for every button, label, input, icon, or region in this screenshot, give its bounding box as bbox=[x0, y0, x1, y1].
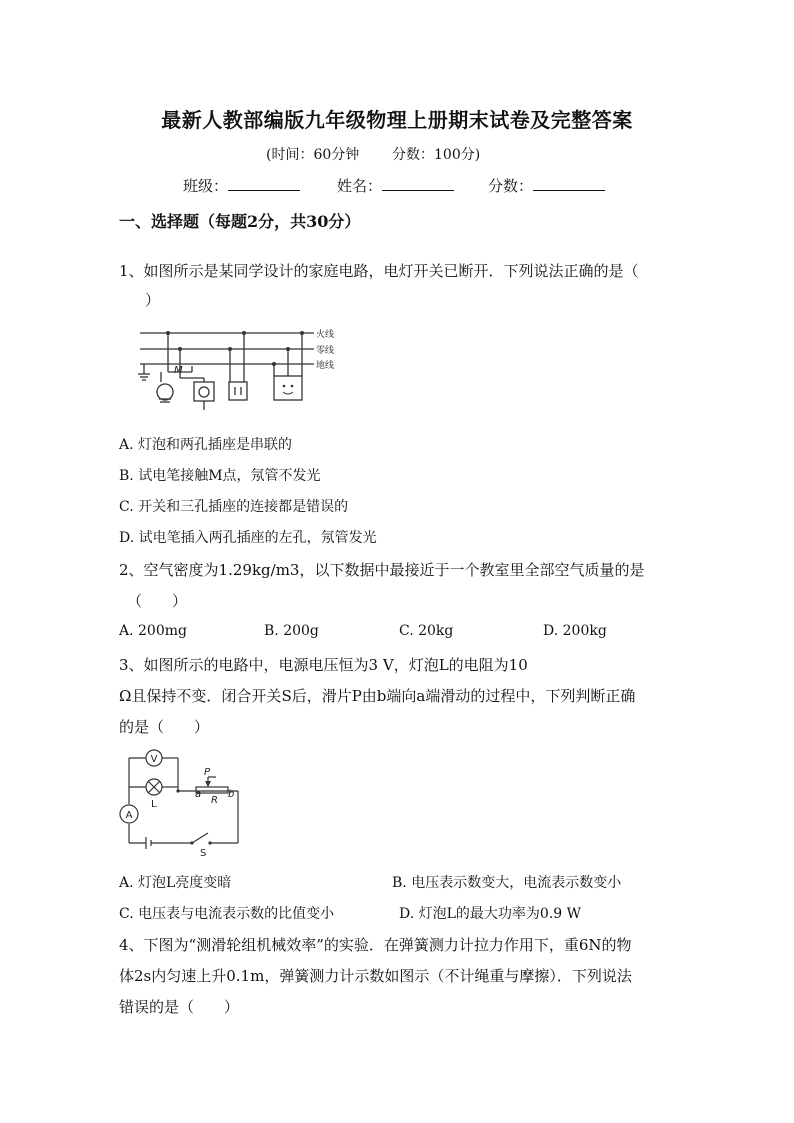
live-wire-label: 火线 bbox=[316, 330, 335, 340]
q2-option-d[interactable]: D. 200kg bbox=[543, 623, 607, 639]
q1-option-b[interactable]: B. 试电笔接触M点，氖管不发光 bbox=[119, 468, 321, 484]
q2-option-b[interactable]: B. 200g bbox=[264, 623, 319, 639]
score-field bbox=[488, 174, 605, 196]
name-blank[interactable] bbox=[382, 174, 454, 191]
exam-total-score: 分数：100分) bbox=[392, 147, 481, 163]
q2-stem-line1: 2、空气密度为1.29kg/m3，以下数据中最接近于一个教室里全部空气质量的是 bbox=[119, 561, 645, 579]
page-title: 最新人教部编版九年级物理上册期末试卷及完整答案 bbox=[161, 108, 633, 132]
q3-option-a[interactable]: A. 灯泡L亮度变暗 bbox=[119, 875, 232, 891]
q1-stem-line1: 1、如图所示是某同学设计的家庭电路，电灯开关已断开．下列说法正确的是（ bbox=[119, 262, 639, 280]
end-b-label: b bbox=[228, 789, 235, 800]
q3-option-c[interactable]: C. 电压表与电流表示数的比值变小 bbox=[119, 906, 335, 922]
class-field bbox=[183, 174, 300, 196]
ammeter-label: A bbox=[125, 810, 133, 821]
exam-time: (时间：60分钟 bbox=[266, 147, 360, 163]
series-circuit-figure bbox=[116, 745, 244, 857]
q2-stem-line2: （ ） bbox=[127, 592, 188, 610]
lamp-label: L bbox=[151, 799, 157, 810]
slider-p-label: P bbox=[204, 767, 211, 778]
score-label: 分数： bbox=[488, 177, 534, 195]
class-blank[interactable] bbox=[228, 174, 300, 191]
section-heading: 一、选择题（每题2分，共30分） bbox=[119, 212, 361, 231]
q3-stem-line2: Ω且保持不变．闭合开关S后，滑片P由b端向a端滑动的过程中，下列判断正确 bbox=[119, 687, 636, 705]
end-a-label: a bbox=[195, 789, 202, 800]
q2-option-c[interactable]: C. 20kg bbox=[399, 623, 454, 639]
q3-option-d[interactable]: D. 灯泡L的最大功率为0.9 W bbox=[399, 906, 582, 922]
q1-option-a[interactable]: A. 灯泡和两孔插座是串联的 bbox=[119, 437, 293, 453]
q1-stem-line2: ） bbox=[145, 291, 161, 309]
q3-option-b[interactable]: B. 电压表示数变大，电流表示数变小 bbox=[392, 875, 622, 891]
class-label: 班级： bbox=[183, 177, 229, 195]
neutral-wire-label: 零线 bbox=[316, 346, 335, 356]
q3-stem-line3: 的是（ ） bbox=[119, 718, 210, 736]
q2-option-a[interactable]: A. 200mg bbox=[119, 623, 187, 639]
name-field bbox=[337, 174, 454, 196]
q4-stem-line1: 4、下图为“测滑轮组机械效率”的实验．在弹簧测力计拉力作用下，重6N的物 bbox=[119, 936, 632, 954]
q1-option-d[interactable]: D. 试电笔插入两孔插座的左孔，氖管发光 bbox=[119, 530, 377, 546]
household-circuit-figure bbox=[136, 326, 346, 412]
q3-stem-line1: 3、如图所示的电路中，电源电压恒为3 V，灯泡L的电阻为10 bbox=[119, 656, 528, 674]
score-blank[interactable] bbox=[533, 174, 605, 191]
q4-stem-line3: 错误的是（ ） bbox=[119, 998, 240, 1016]
voltmeter-label: V bbox=[150, 754, 158, 765]
name-label: 姓名： bbox=[337, 177, 383, 195]
point-m-label: M bbox=[174, 365, 183, 376]
ground-wire-label: 地线 bbox=[316, 361, 335, 371]
q1-option-c[interactable]: C. 开关和三孔插座的连接都是错误的 bbox=[119, 499, 349, 515]
rheostat-r-label: R bbox=[211, 795, 218, 806]
q4-stem-line2: 体2s内匀速上升0.1m，弹簧测力计示数如图示（不计绳重与摩擦）．下列说法 bbox=[119, 967, 632, 985]
switch-s-label: S bbox=[200, 848, 207, 857]
